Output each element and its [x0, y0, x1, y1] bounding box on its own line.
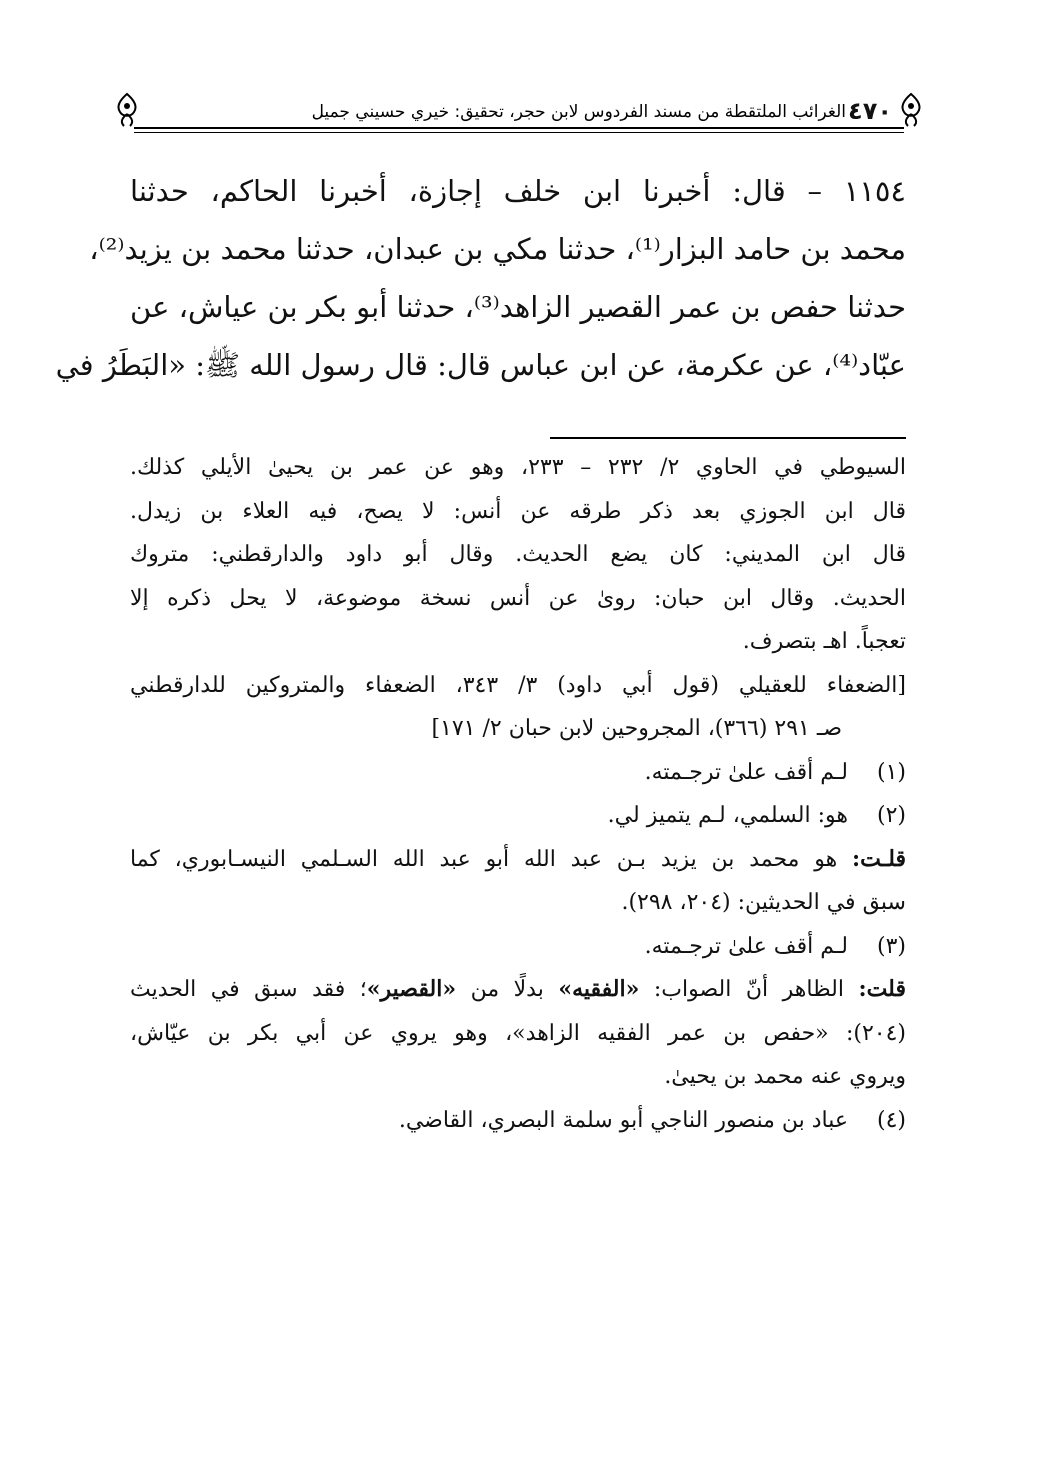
note-label: قلت:	[858, 976, 906, 1002]
right-ornament-icon	[896, 92, 926, 128]
main-line: حدثنا حفص بن عمر القصير الزاهد⁽³⁾، حدثنا أبو بكر بن عياش، عن	[130, 290, 906, 324]
note-line: (٢٠٤): «حفص بن عمر الفقيه الزاهد»، وهو يروي عن أبي بكر بن عيّاش،	[130, 1020, 906, 1046]
footnote-text: هو: السلمي، لـم يتميز لي.	[607, 803, 848, 828]
footnote-line: الحديث. وقال ابن حبان: روىٰ عن أنس نسخة موضوعة، لا يحل ذكره إلا	[130, 585, 906, 611]
footnote-1	[130, 751, 906, 795]
note-line	[130, 968, 906, 1012]
footnote-line: قال ابن الجوزي بعد ذكر طرقه عن أنس: لا يصح، فيه العلاء بن زيدل.	[130, 498, 906, 524]
main-line: عبّاد⁽⁴⁾، عن عكرمة، عن ابن عباس قال: قال رسول الله ﷺ: «البَطَرُ في	[55, 348, 906, 382]
note-text: بدلًا من	[456, 977, 559, 1002]
header-rule-thin	[134, 132, 904, 133]
footnote-line: تعجباً. اهـ بتصرف.	[742, 629, 906, 654]
note-line: سبق في الحديثين: (٢٠٤، ٢٩٨).	[621, 890, 906, 915]
running-title: الغرائب الملتقطة من مسند الفردوس لابن حجر، تحقيق: خيري حسيني جميل	[311, 102, 846, 122]
footnote-text: عباد بن منصور الناجي أبو سلمة البصري، القاضي.	[398, 1107, 848, 1133]
footnote-text: لـم أقف علىٰ ترجـمته.	[644, 933, 848, 959]
note-text: هو محمد بن يزيد بـن عبد الله أبو عبد الله السـلمي النيسـابوري، كما	[130, 846, 838, 872]
footnote-line: قال ابن المديني: كان يضع الحديث. وقال أبو داود والدارقطني: متروك	[130, 542, 906, 567]
header-rule	[134, 127, 904, 129]
note-emphasis: «القصير»	[366, 976, 457, 1002]
main-text	[55, 162, 906, 394]
footnote-line: السيوطي في الحاوي ٢/ ٢٣٢ – ٢٣٣، وهو عن عمر بن يحيىٰ الأيلي كذلك.	[130, 455, 906, 480]
note-line: ويروي عنه محمد بن يحيىٰ.	[664, 1064, 906, 1089]
footnote-3	[130, 925, 906, 969]
running-header	[128, 98, 910, 132]
footnotes	[130, 446, 906, 1142]
note-line	[130, 838, 906, 882]
note-text: ؛ فقد سبق في الحديث	[130, 977, 367, 1002]
sources-line: صـ ٢٩١ (٣٦٦)، المجروحين لابن حبان ٢/ ١٧١]	[431, 716, 842, 741]
footnote-number: (٤)	[876, 1107, 906, 1133]
main-line: محمد بن حامد البزار⁽¹⁾، حدثنا مكي بن عبدان، حدثنا محمد بن يزيد⁽²⁾،	[89, 232, 906, 266]
page-number: ٤٧٠	[848, 97, 892, 125]
left-ornament-icon	[112, 92, 142, 128]
note-emphasis: «الفقيه»	[558, 976, 640, 1002]
footnote-2	[130, 794, 906, 838]
note-text: الظاهر أنّ الصواب:	[639, 977, 844, 1002]
footnote-4	[130, 1099, 906, 1143]
note-label: قلـت:	[852, 845, 906, 872]
main-line: ١١٥٤ – قال: أخبرنا ابن خلف إجازة، أخبرنا الحاكم، حدثنا	[130, 174, 906, 208]
sources-line: [الضعفاء للعقيلي (قول أبي داود) ٣/ ٣٤٣، الضعفاء والمتروكين للدارقطني	[130, 672, 906, 698]
footnote-text: لـم أقف علىٰ ترجـمته.	[644, 759, 848, 785]
footnote-number: (١)	[876, 759, 906, 785]
footnote-number: (٣)	[876, 933, 906, 959]
footnote-separator	[550, 437, 906, 439]
footnote-number: (٢)	[876, 803, 906, 828]
